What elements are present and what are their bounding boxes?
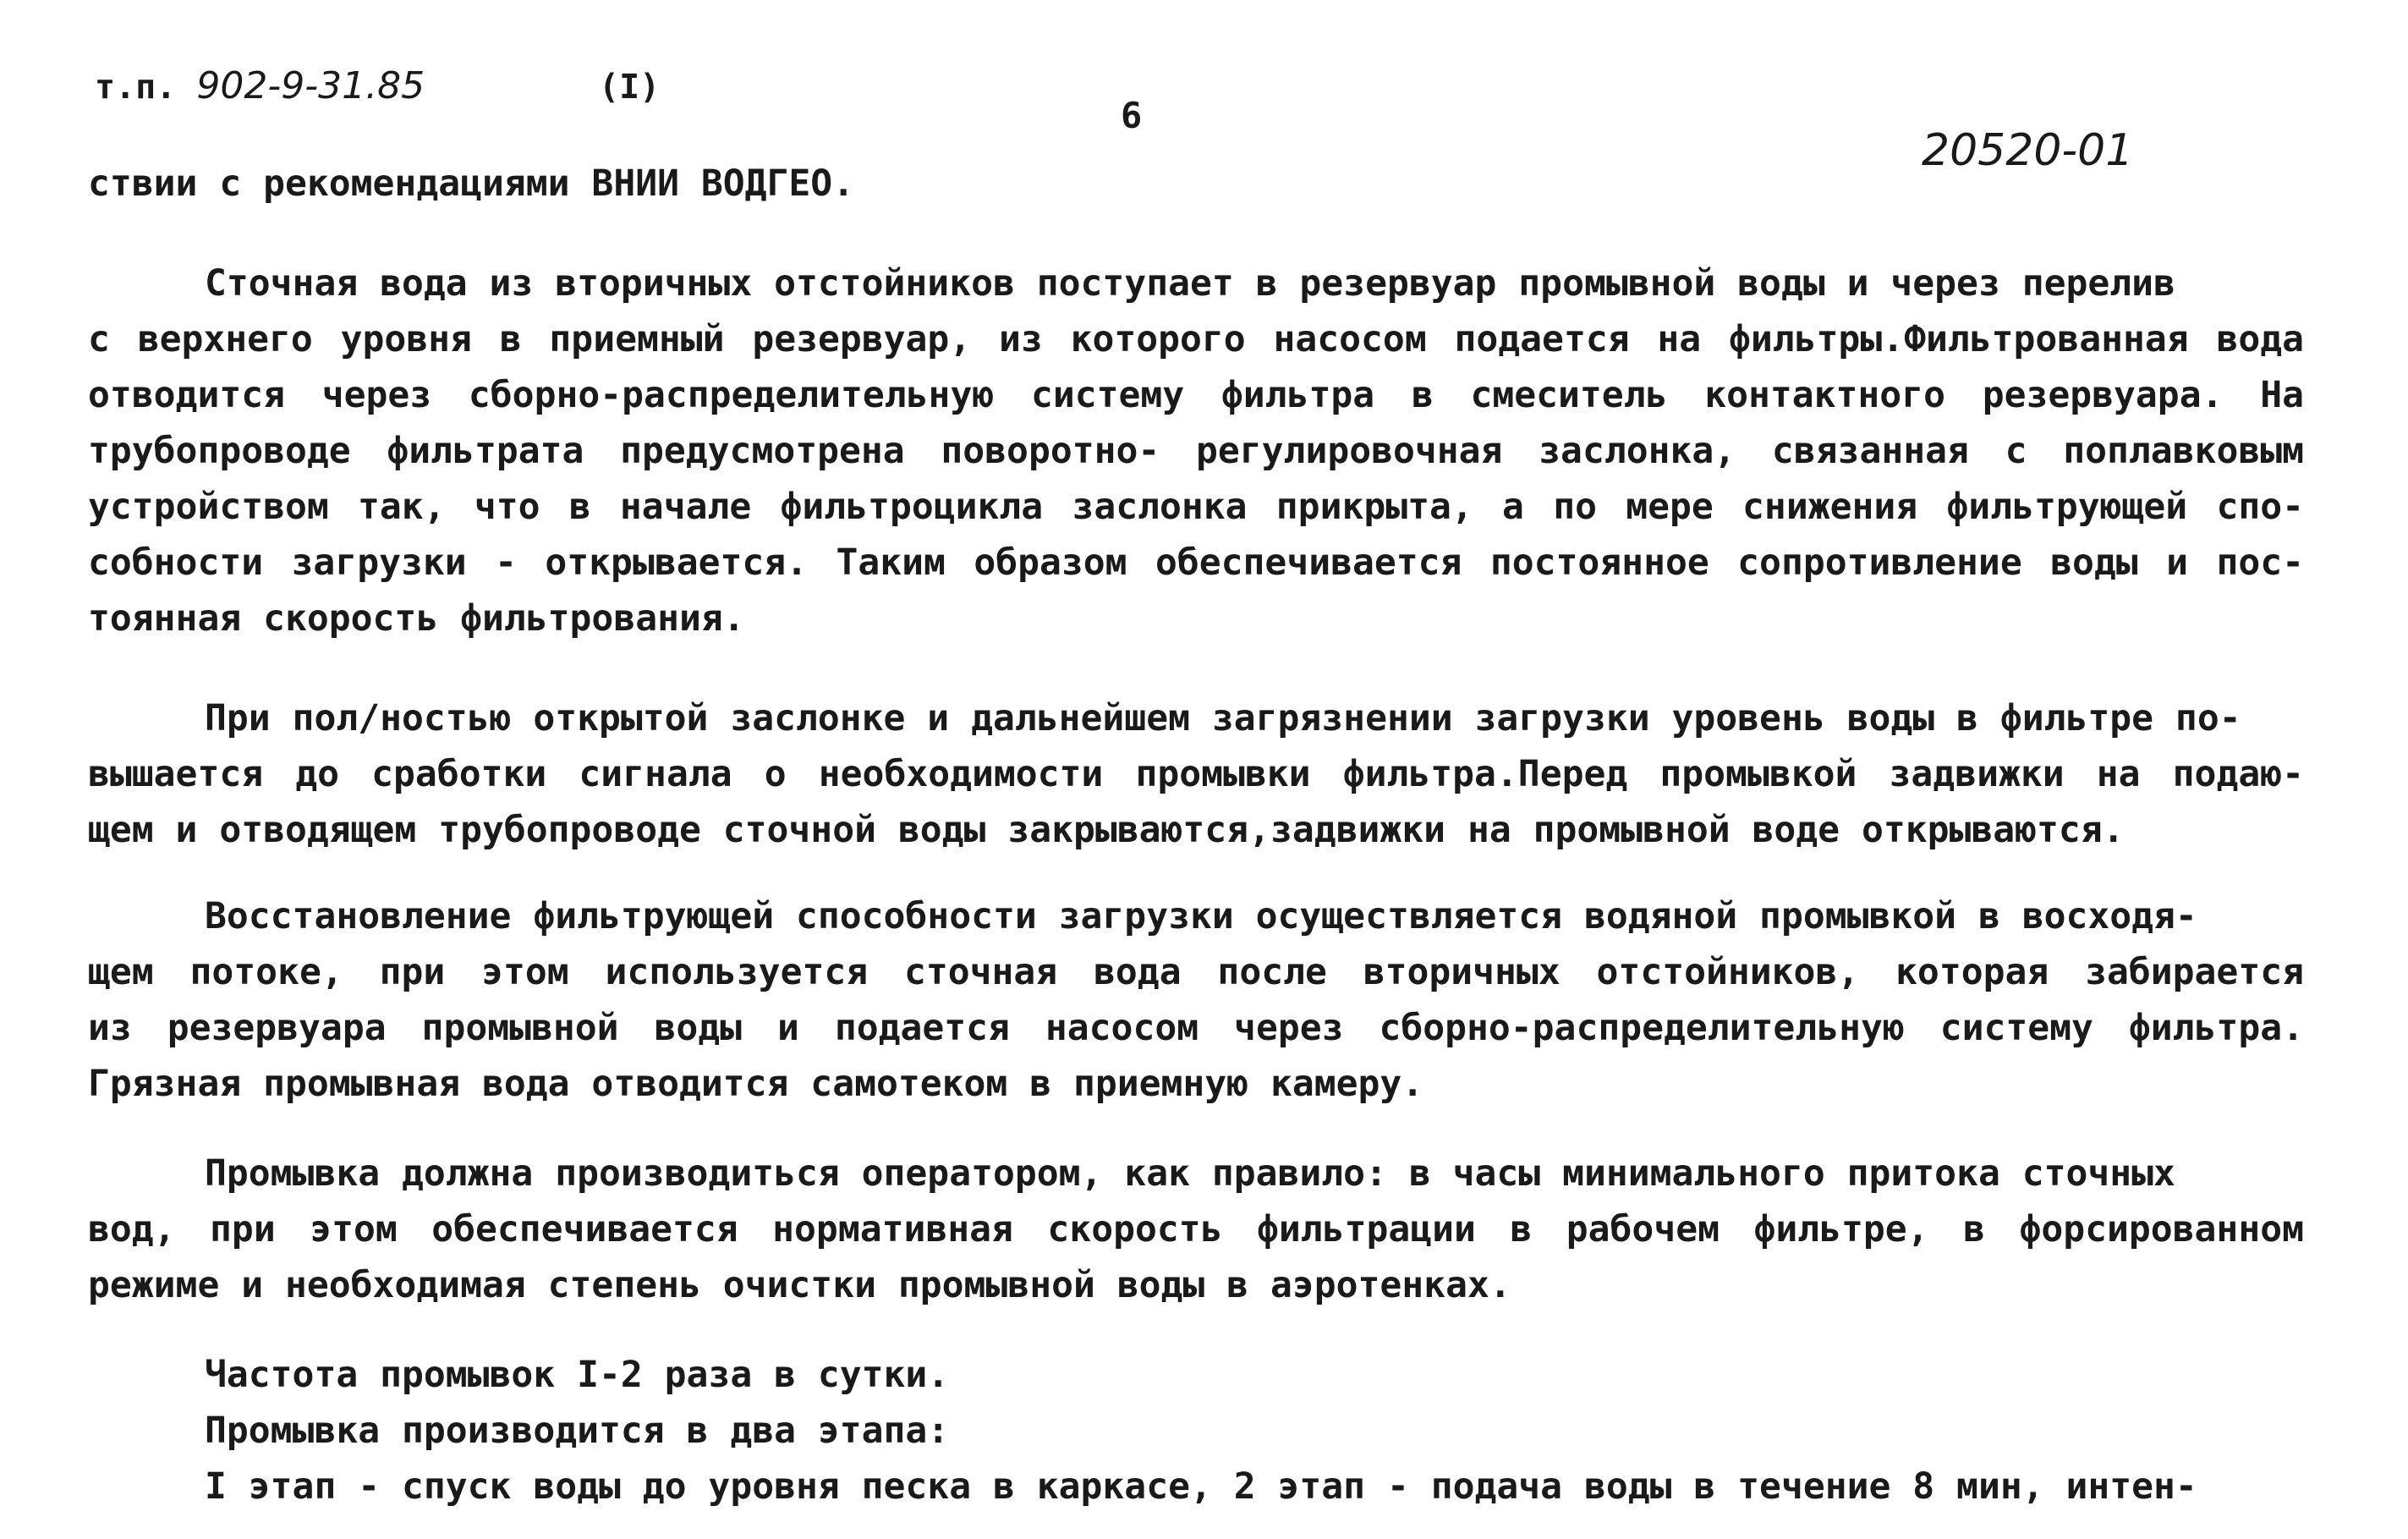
text-line: При пол/ностью открытой заслонке и дальнейшем загрязнении загрузки уровень воды в фильтре по- bbox=[205, 697, 2241, 739]
text-line: Восстановление фильтрующей способности загрузки осуществляется водяной промывкой в восходя- bbox=[205, 895, 2197, 937]
text-line: устройством так, что в начале фильтроцикла заслонка прикрыта, а по мере снижения фильтрующей спо- bbox=[88, 486, 2304, 528]
document-number-value: 902-9-31.85 bbox=[196, 64, 425, 107]
text-line: Промывка должна производиться оператором, как правило: в часы минимального притока сточных bbox=[205, 1152, 2175, 1195]
document-number-prefix: т.п. bbox=[95, 68, 177, 107]
text-line: Грязная промывная вода отводится самотеком в приемную камеру. bbox=[88, 1063, 1424, 1105]
text-line: щем и отводящем трубопроводе сточной воды закрываются,задвижки на промывной воде открываются. bbox=[88, 809, 2125, 851]
text-line: Промывка производится в два этапа: bbox=[205, 1410, 950, 1452]
page-number: 6 bbox=[1121, 95, 1143, 136]
handwritten-code: 20520-01 bbox=[1922, 125, 2134, 176]
part-number: (I) bbox=[599, 68, 661, 107]
text-line: собности загрузки - открывается. Таким образом обеспечивается постоянное сопротивление воды и пос- bbox=[88, 541, 2304, 584]
text-line: тоянная скорость фильтрования. bbox=[88, 597, 745, 640]
text-line: трубопроводе фильтрата предусмотрена поворотно- регулировочная заслонка, связанная с поплавковым bbox=[88, 430, 2304, 472]
text-line: с верхнего уровня в приемный резервуар, из которого насосом подается на фильтры.Фильтрованная вода bbox=[88, 318, 2304, 360]
text-line: отводится через сборно-распределительную систему фильтра в смеситель контактного резервуара. На bbox=[88, 374, 2304, 416]
document-number-label bbox=[95, 64, 425, 107]
text-line: Частота промывок I-2 раза в сутки. bbox=[205, 1354, 950, 1396]
text-line: щем потоке, при этом используется сточная вода после вторичных отстойников, которая забирается bbox=[88, 951, 2304, 993]
text-line: Сточная вода из вторичных отстойников поступает в резервуар промывной воды и через перелив bbox=[205, 262, 2175, 305]
text-line: режиме и необходимая степень очистки промывной воды в аэротенках. bbox=[88, 1264, 1511, 1306]
text-line: из резервуара промывной воды и подается насосом через сборно-распределительную систему фильтра. bbox=[88, 1007, 2304, 1049]
text-line: I этап - спуск воды до уровня песка в каркасе, 2 этап - подача воды в течение 8 мин, интен- bbox=[205, 1465, 2197, 1508]
text-line: ствии с рекомендациями ВНИИ ВОДГЕО. bbox=[88, 162, 855, 205]
document-body bbox=[88, 156, 2304, 1514]
text-line: вод, при этом обеспечивается нормативная скорость фильтрации в рабочем фильтре, в форсированном bbox=[88, 1208, 2304, 1250]
text-line: вышается до сработки сигнала о необходимости промывки фильтра.Перед промывкой задвижки на подаю- bbox=[88, 753, 2304, 795]
